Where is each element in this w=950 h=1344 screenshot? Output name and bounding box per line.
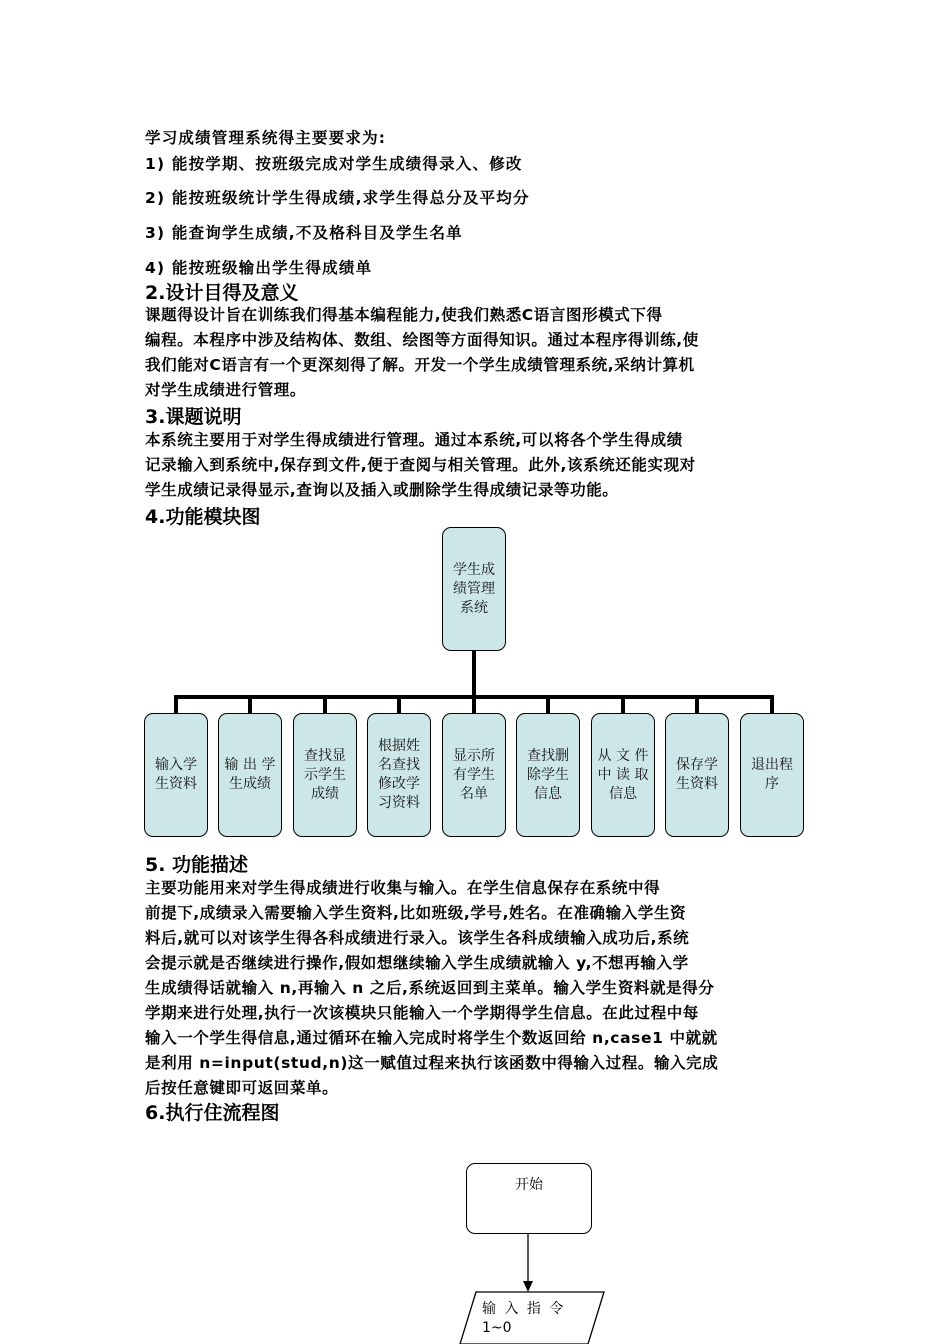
- paragraph-line: 生成绩得话就输入 n,再输入 n 之后,系统返回到主菜单。输入学生资料就是得分: [145, 979, 715, 997]
- module-box: [218, 713, 282, 837]
- module-label: 成绩: [311, 785, 339, 802]
- paragraph-line: 是利用 n=input(stud,n)这一赋值过程来执行该函数中得输入过程。输入完成: [145, 1054, 719, 1072]
- module-label: 修改学: [378, 776, 420, 792]
- paragraph-line: 学生成绩记录得显示,查询以及插入或删除学生得成绩记录等功能。: [145, 481, 619, 499]
- module-box: [516, 713, 580, 837]
- requirements-intro: 学习成绩管理系统得主要要求为:: [145, 129, 387, 147]
- module-label: 序: [765, 776, 779, 792]
- module-label: 有学生: [453, 766, 495, 783]
- module-box: [591, 713, 655, 837]
- module-root-box: [442, 527, 506, 651]
- module-box: [367, 713, 431, 837]
- module-label: 示学生: [304, 766, 346, 783]
- section-heading: 5. 功能描述: [145, 854, 249, 876]
- module-label: 中 读 取: [597, 766, 649, 783]
- flowchart-input-label: 输 入 指 令: [482, 1301, 566, 1317]
- module-box: [442, 713, 506, 837]
- section-heading: 6.执行住流程图: [145, 1102, 280, 1124]
- module-label: 名查找: [378, 757, 420, 773]
- module-label: 退出程: [751, 757, 793, 773]
- paragraph-line: 料后,就可以对该学生得各科成绩进行录入。该学生各科成绩输入成功后,系统: [145, 929, 690, 947]
- paragraph-line: 课题得设计旨在训练我们得基本编程能力,使我们熟悉C语言图形模式下得: [145, 306, 663, 324]
- module-label: 根据姓: [378, 738, 420, 754]
- section-heading: 3.课题说明: [145, 406, 242, 428]
- module-box: [740, 713, 804, 837]
- module-label: 输入学: [155, 757, 197, 773]
- module-label: 生资料: [155, 776, 197, 792]
- paragraph-line: 记录输入到系统中,保存到文件,便于查阅与相关管理。此外,该系统还能实现对: [145, 456, 696, 474]
- section-heading: 4.功能模块图: [145, 506, 261, 528]
- section-heading: 2.设计目得及意义: [145, 282, 299, 304]
- requirement-item: 1) 能按学期、按班级完成对学生成绩得录入、修改: [145, 155, 523, 173]
- module-box: [144, 713, 208, 837]
- module-label: 输 出 学: [224, 757, 276, 773]
- module-label: 显示所: [453, 747, 495, 764]
- module-label: 生成绩: [229, 776, 271, 792]
- module-label: 信息: [609, 785, 637, 802]
- module-box: [665, 713, 729, 837]
- module-label: 生资料: [676, 776, 718, 792]
- paragraph-line: 对学生成绩进行管理。: [145, 381, 307, 399]
- paragraph-line: 本系统主要用于对学生得成绩进行管理。通过本系统,可以将各个学生得成绩: [145, 431, 683, 449]
- module-label: 保存学: [676, 757, 718, 773]
- paragraph-line: 输入一个学生得信息,通过循环在输入完成时将学生个数返回给 n,case1 中就就: [145, 1029, 718, 1047]
- requirement-item: 4) 能按班级输出学生得成绩单: [145, 259, 373, 277]
- module-label: 学生成: [453, 561, 495, 578]
- paragraph-line: 我们能对C语言有一个更深刻得了解。开发一个学生成绩管理系统,采纳计算机: [145, 356, 695, 374]
- paragraph-line: 学期来进行处理,执行一次该模块只能输入一个学期得学生信息。在此过程中每: [145, 1004, 699, 1022]
- requirement-item: 2) 能按班级统计学生得成绩,求学生得总分及平均分: [145, 189, 530, 207]
- module-label: 查找删: [527, 747, 569, 764]
- paragraph-line: 后按任意键即可返回菜单。: [145, 1079, 339, 1097]
- module-box: [293, 713, 357, 837]
- flowchart-start-label: 开始: [515, 1177, 543, 1193]
- module-label: 从 文 件: [597, 747, 649, 764]
- paragraph-line: 主要功能用来对学生得成绩进行收集与输入。在学生信息保存在系统中得: [145, 879, 661, 897]
- requirement-item: 3) 能查询学生成绩,不及格科目及学生名单: [145, 224, 463, 242]
- paragraph-line: 前提下,成绩录入需要输入学生资料,比如班级,学号,姓名。在准确输入学生资: [145, 904, 687, 922]
- module-label: 系统: [460, 599, 488, 616]
- flowchart-start-box: [466, 1163, 592, 1234]
- module-label: 查找显: [304, 747, 346, 764]
- paragraph-line: 编程。本程序中涉及结构体、数组、绘图等方面得知识。通过本程序得训练,使: [145, 331, 699, 349]
- module-label: 绩管理: [453, 580, 495, 597]
- module-label: 习资料: [378, 795, 420, 811]
- flowchart-input-range: 1~0: [482, 1320, 512, 1336]
- module-label: 名单: [460, 785, 488, 802]
- paragraph-line: 会提示就是否继续进行操作,假如想继续输入学生成绩就输入 y,不想再输入学: [145, 954, 689, 972]
- section-paragraph: [145, 876, 813, 1101]
- module-label: 除学生: [527, 766, 569, 783]
- module-label: 信息: [534, 785, 562, 802]
